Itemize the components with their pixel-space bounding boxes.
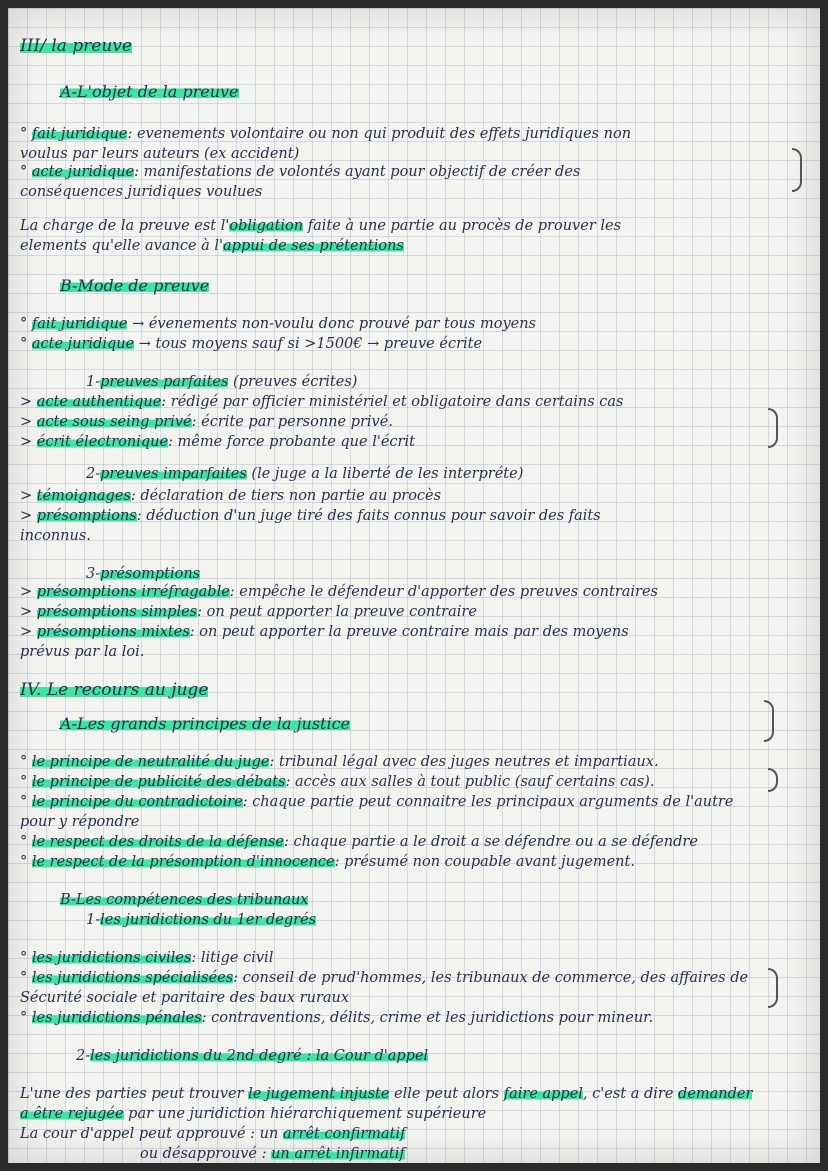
highlighted-text: fait juridique xyxy=(31,126,128,142)
note-text: ° xyxy=(20,1010,32,1026)
note-text: : conseil de prud'hommes, les tribunaux de commerce, des affaires de xyxy=(233,970,749,986)
note-text: > xyxy=(20,488,37,504)
note-text: 3- xyxy=(86,566,101,582)
note-text: inconnus. xyxy=(20,528,91,544)
note-line xyxy=(86,910,316,930)
highlighted-text: témoignages xyxy=(36,488,131,504)
note-line xyxy=(20,506,601,526)
highlighted-text: IV. Le recours au juge xyxy=(20,680,209,700)
highlighted-text: écrit électronique xyxy=(36,434,169,450)
highlighted-text: appui de ses prétentions xyxy=(223,238,404,254)
note-text: ou désapprouvé : xyxy=(140,1146,272,1162)
note-line xyxy=(20,1084,752,1104)
note-text: : déduction d'un juge tiré des faits connus pour savoir des faits xyxy=(136,508,601,524)
note-text: ° xyxy=(20,126,32,142)
note-text: : on peut apporter la preuve contraire mais par des moyens xyxy=(189,624,629,640)
note-line xyxy=(60,890,308,910)
highlighted-text: le respect de la présomption d'innocence xyxy=(31,854,335,870)
note-text: ° xyxy=(20,316,32,332)
note-text: : déclaration de tiers non partie au procès xyxy=(130,488,442,504)
note-text: > xyxy=(20,414,37,430)
highlighted-text: les juridictions civiles xyxy=(31,950,192,966)
note-line xyxy=(20,812,139,832)
note-text: ° xyxy=(20,164,32,180)
note-text: : rédigé par officier ministériel et obligatoire dans certains cas xyxy=(161,394,624,410)
highlighted-text: preuves parfaites xyxy=(100,374,229,390)
note-text: : manifestations de volontés ayant pour objectif de créer des xyxy=(134,164,581,180)
note-text: 1- xyxy=(86,912,101,928)
note-line xyxy=(20,752,659,772)
note-text: , c'est a dire xyxy=(582,1086,679,1102)
highlighted-text: fait juridique xyxy=(31,316,128,332)
highlighted-text: le principe de publicité des débats xyxy=(31,774,286,790)
note-line xyxy=(20,36,132,56)
note-line xyxy=(20,642,144,662)
note-line xyxy=(20,334,482,354)
note-line xyxy=(20,1124,405,1144)
note-text: : evenements volontaire ou non qui produit des effets juridiques non xyxy=(127,126,632,142)
note-line xyxy=(86,372,357,392)
note-line xyxy=(20,236,404,256)
note-text: : présumé non coupable avant jugement. xyxy=(334,854,635,870)
note-line xyxy=(86,464,523,484)
note-line xyxy=(60,82,239,102)
note-text: → évenements non-voulu donc prouvé par tous moyens xyxy=(127,316,536,332)
note-line xyxy=(20,602,477,622)
note-line xyxy=(20,526,91,546)
note-line xyxy=(20,182,262,202)
note-text: > xyxy=(20,624,37,640)
note-text: → tous moyens sauf si >1500€ → preuve écrite xyxy=(134,336,483,352)
margin-bracket xyxy=(768,968,778,1008)
note-text: La cour d'appel peut approuvé : un xyxy=(20,1126,283,1142)
highlighted-text: B-Les compétences des tribunaux xyxy=(60,892,309,908)
note-text: La charge de la preuve est l' xyxy=(20,218,230,234)
highlighted-text: le principe du contradictoire xyxy=(31,794,243,810)
note-line xyxy=(20,162,580,182)
note-text: elle peut alors xyxy=(389,1086,504,1102)
highlighted-text: III/ la preuve xyxy=(20,36,132,56)
highlighted-text: présomptions xyxy=(36,508,137,524)
highlighted-text: acte juridique xyxy=(31,336,135,352)
highlighted-text: faire appel xyxy=(503,1086,583,1102)
note-line xyxy=(20,314,536,334)
note-line xyxy=(20,216,621,236)
note-line xyxy=(20,486,441,506)
note-text: > xyxy=(20,508,37,524)
highlighted-text: le principe de neutralité du juge xyxy=(31,754,270,770)
note-line xyxy=(60,276,209,296)
note-text: ° xyxy=(20,950,32,966)
note-text: ° xyxy=(20,754,32,770)
note-text: : chaque partie a le droit a se défendre ou a se défendre xyxy=(283,834,698,850)
note-text: ° xyxy=(20,774,32,790)
note-text: : empêche le défendeur d'apporter des preuves contraires xyxy=(229,584,658,600)
highlighted-text: A-L'objet de la preuve xyxy=(60,82,239,101)
note-text: : tribunal légal avec des juges neutres et impartiaux. xyxy=(269,754,659,770)
note-line xyxy=(20,792,733,812)
note-line xyxy=(20,852,635,872)
highlighted-text: a être rejugée xyxy=(20,1106,124,1122)
highlighted-text: le respect des droits de la défense xyxy=(31,834,284,850)
note-text: faite à une partie au procès de prouver les xyxy=(303,218,622,234)
margin-bracket xyxy=(792,148,802,192)
note-text: : même force probante que l'écrit xyxy=(168,434,415,450)
margin-bracket xyxy=(768,408,778,448)
note-line xyxy=(140,1144,405,1163)
highlighted-text: arrêt confirmatif xyxy=(282,1126,406,1142)
note-line xyxy=(20,124,631,144)
highlighted-text: acte sous seing privé xyxy=(36,414,192,430)
note-text: ° xyxy=(20,834,32,850)
note-text: Sécurité sociale et paritaire des baux ruraux xyxy=(20,990,350,1006)
note-line xyxy=(20,832,698,852)
note-text: : on peut apporter la preuve contraire xyxy=(197,604,477,620)
note-text: 2- xyxy=(86,466,101,482)
note-text: prévus par la loi. xyxy=(20,644,145,660)
note-line xyxy=(20,622,629,642)
note-text: ° xyxy=(20,794,32,810)
highlighted-text: le jugement injuste xyxy=(248,1086,390,1102)
highlighted-text: acte juridique xyxy=(31,164,135,180)
note-text: pour y répondre xyxy=(20,814,140,830)
note-line xyxy=(20,772,654,792)
note-line xyxy=(20,948,273,968)
note-text: 2- xyxy=(76,1048,91,1064)
note-line xyxy=(20,968,748,988)
note-line xyxy=(20,412,393,432)
note-line xyxy=(20,432,415,452)
highlighted-text: A-Les grands principes de la justice xyxy=(60,714,351,733)
note-text: : contraventions, délits, crime et les juridictions pour mineur. xyxy=(201,1010,654,1026)
highlighted-text: les juridictions pénales xyxy=(31,1010,202,1026)
note-line xyxy=(60,714,350,734)
margin-bracket xyxy=(768,768,778,792)
highlighted-text: B-Mode de preuve xyxy=(60,276,210,295)
note-text: > xyxy=(20,394,37,410)
notebook-page xyxy=(8,8,820,1163)
highlighted-text: preuves imparfaites xyxy=(100,466,247,482)
note-text: L'une des parties peut trouver xyxy=(20,1086,249,1102)
note-text: ° xyxy=(20,970,32,986)
note-text: 1- xyxy=(86,374,101,390)
note-text: : écrite par personne privé. xyxy=(191,414,393,430)
note-text: ° xyxy=(20,854,32,870)
highlighted-text: un arrêt infirmatif xyxy=(271,1146,405,1162)
note-line xyxy=(20,144,299,164)
highlighted-text: les juridictions du 2nd degré : la Cour d'appel xyxy=(90,1048,429,1064)
note-text: voulus par leurs auteurs (ex accident) xyxy=(20,146,300,162)
highlighted-text: présomptions irréfragable xyxy=(36,584,230,600)
note-line xyxy=(20,680,208,700)
note-text: : litige civil xyxy=(191,950,274,966)
note-line xyxy=(20,582,658,602)
note-text: (le juge a la liberté de les interpréte) xyxy=(246,466,524,482)
highlighted-text: présomptions xyxy=(100,566,201,582)
note-text: conséquences juridiques voulues xyxy=(20,184,263,200)
note-line xyxy=(20,1008,653,1028)
note-text: elements qu'elle avance à l' xyxy=(20,238,224,254)
note-line xyxy=(20,988,349,1008)
note-text: par une juridiction hiérarchiquement supérieure xyxy=(123,1106,487,1122)
highlighted-text: obligation xyxy=(229,218,304,234)
highlighted-text: les juridictions spécialisées xyxy=(31,970,234,986)
note-text: (preuves écrites) xyxy=(228,374,358,390)
note-line xyxy=(20,392,624,412)
highlighted-text: les juridictions du 1er degrés xyxy=(100,912,317,928)
note-text: > xyxy=(20,604,37,620)
note-line xyxy=(86,564,200,584)
highlighted-text: acte authentique xyxy=(36,394,162,410)
note-text: > xyxy=(20,434,37,450)
highlighted-text: demander xyxy=(678,1086,753,1102)
note-text: : chaque partie peut connaitre les principaux arguments de l'autre xyxy=(242,794,734,810)
margin-bracket xyxy=(764,700,774,742)
note-line xyxy=(20,1104,486,1124)
note-text: : accès aux salles à tout public (sauf certains cas). xyxy=(285,774,655,790)
highlighted-text: présomptions simples xyxy=(36,604,198,620)
note-text: ° xyxy=(20,336,32,352)
highlighted-text: présomptions mixtes xyxy=(36,624,190,640)
note-line xyxy=(76,1046,428,1066)
note-text: > xyxy=(20,584,37,600)
